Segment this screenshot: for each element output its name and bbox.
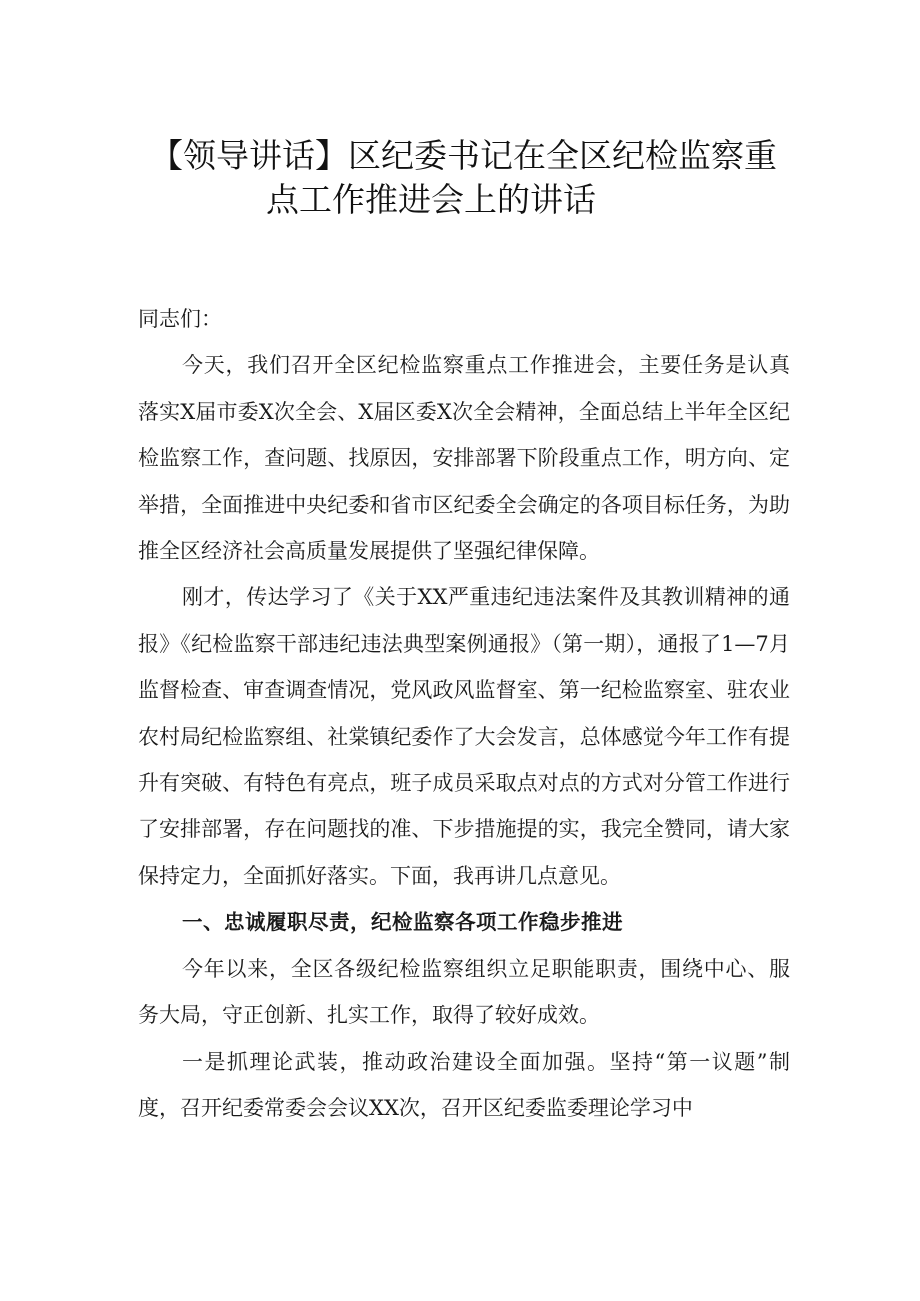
paragraph-review: 刚才，传达学习了《关于XX严重违纪违法案件及其教训精神的通报》《纪检监察干部违纪违法典型案例通报》（第一期），通报了1—7月监督检查、审查调查情况，党风政风监督室、第一纪检监察室、驻农业农村局纪检监察组、社棠镇纪委作了大会发言，总体感觉今年工作有提升有突破、有特色有亮点，班子成员采取点对点的方式对分管工作进行了安排部署，存在问题找的准、下步措施提的实，我完全赞同，请大家保持定力，全面抓好落实。下面，我再讲几点意见。: [138, 585, 790, 888]
paragraph-point-one: 一是抓理论武装，推动政治建设全面加强。坚持“第一议题”制度，召开纪委常委会会议XX次，召开区纪委监委理论学习中: [138, 1049, 790, 1120]
document-title-line-2: 点工作推进会上的讲话: [266, 180, 596, 219]
paragraph-opening: 今天，我们召开全区纪检监察重点工作推进会，主要任务是认真落实X届市委X次全会、X届区委X次全会精神，全面总结上半年全区纪检监察工作，查问题、找原因，安排部署下阶段重点工作，明方向、定举措，全面推进中央纪委和省市区纪委全会确定的各项目标任务，为助推全区经济社会高质量发展提供了坚强纪律保障。: [138, 353, 790, 564]
document-title-line-1: 【领导讲话】区纪委书记在全区纪检监察重: [150, 136, 777, 175]
document-body: [138, 296, 790, 1131]
paragraph-section-intro: 今年以来，全区各级纪检监察组织立足职能职责，围绕中心、服务大局，守正创新、扎实工作，取得了较好成效。: [138, 956, 790, 1028]
section-heading-1: 一、忠诚履职尽责，纪检监察各项工作稳步推进: [182, 910, 623, 935]
salutation: 同志们：: [138, 307, 222, 331]
